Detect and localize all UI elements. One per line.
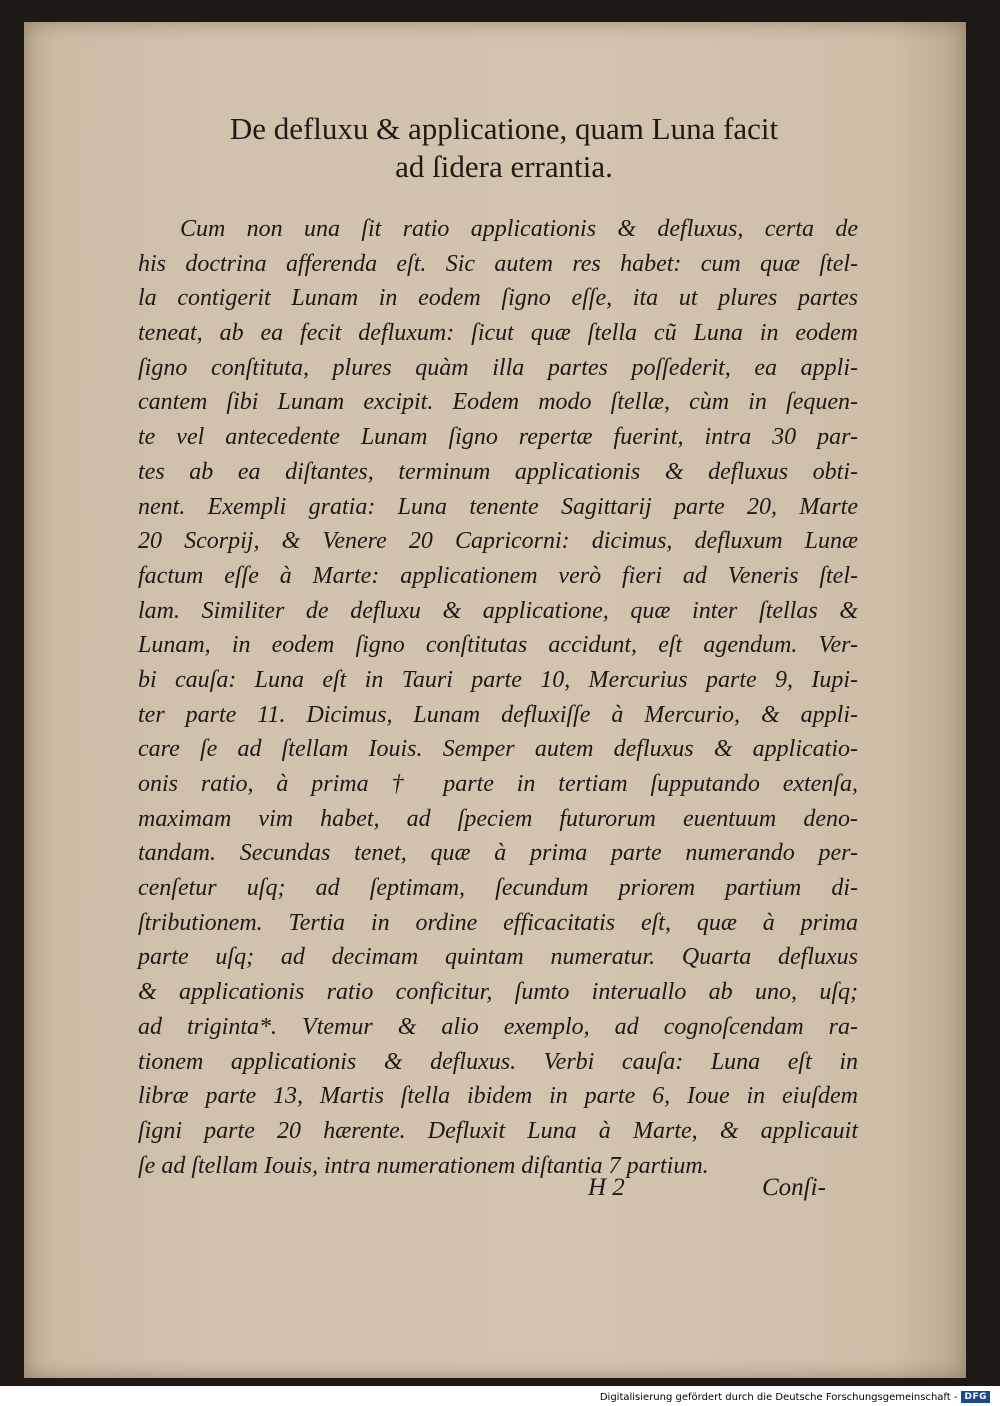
text-line: factum eſſe à Marte: applicationem verò fieri ad Veneris ſtel-: [138, 562, 858, 589]
text-line: tionem applicationis & defluxus. Verbi cauſa: Luna eſt in: [138, 1048, 858, 1075]
text-line: libræ parte 13, Martis ſtella ibidem in parte 6, Ioue in eiuſdem: [138, 1083, 858, 1110]
text-line: Cum non una ſit ratio applicationis & defluxus, certa de: [180, 216, 858, 242]
text-line: & applicationis ratio conficitur, ſumto interuallo ab uno, uſq;: [138, 979, 858, 1006]
text-line: ad triginta*. Vtemur & alio exemplo, ad cognoſcendam ra-: [138, 1013, 858, 1040]
text-line: care ſe ad ſtellam Iouis. Semper autem defluxus & applicatio-: [138, 736, 858, 763]
text-line: onis ratio, à prima † parte in tertiam ſupputando extenſa,: [138, 771, 858, 797]
text-line: Lunam, in eodem ſigno conſtitutas accidunt, eſt agendum. Ver-: [138, 632, 858, 659]
text-line: nent. Exempli gratia: Luna tenente Sagittarij parte 20, Marte: [138, 493, 858, 520]
text-line: his doctrina afferenda eſt. Sic autem res habet: cum quæ ſtel-: [138, 250, 858, 277]
heading-line: ad ſidera errantia.: [395, 149, 613, 184]
text-line: parte uſq; ad decimam quintam numeratur. Quarta defluxus: [138, 944, 858, 971]
text-line: ter parte 11. Dicimus, Lunam defluxiſſe à Mercurio, & appli-: [138, 701, 858, 728]
digitization-footer: [600, 1390, 990, 1404]
text-line: tandam. Secundas tenet, quæ à prima parte numerando per-: [138, 840, 858, 867]
text-line: bi cauſa: Luna eſt in Tauri parte 10, Mercurius parte 9, Iupi-: [138, 666, 858, 693]
text-line: cenſetur uſq; ad ſeptimam, ſecundum priorem partium di-: [138, 875, 858, 902]
text-line: 20 Scorpij, & Venere 20 Capricorni: dicimus, defluxum Lunæ: [138, 528, 858, 555]
signature-mark: H 2: [588, 1174, 625, 1201]
heading-line: De defluxu & applicatione, quam Luna facit: [229, 111, 779, 146]
text-line: ſtributionem. Tertia in ordine efficacitatis eſt, quæ à prima: [138, 909, 858, 936]
text-line: maximam vim habet, ad ſpeciem futurorum euentuum deno-: [138, 805, 858, 832]
body-text: [138, 212, 858, 1183]
dfg-logo-icon: DFG: [961, 1391, 990, 1403]
footer-text: Digitalisierung gefördert durch die Deutsche Forschungsgemeinschaft -: [599, 1391, 958, 1403]
text-line: cantem ſibi Lunam excipit. Eodem modo ſtellæ, cùm in ſequen-: [138, 389, 858, 416]
chapter-heading: [184, 110, 824, 186]
text-line: ſe ad ſtellam Iouis, intra numerationem diſtantia 7 partium.: [138, 1152, 709, 1179]
text-line: tes ab ea diſtantes, terminum applicationis & defluxus obti-: [138, 458, 858, 485]
text-line: lam. Similiter de defluxu & applicatione, quæ inter ſtellas &: [138, 597, 858, 624]
text-line: ſigno conſtituta, plures quàm illa partes poſſederit, ea appli-: [138, 354, 858, 381]
text-line: te vel antecedente Lunam ſigno repertæ fuerint, intra 30 par-: [138, 424, 858, 451]
text-line: la contigerit Lunam in eodem ſigno eſſe, ita ut plures partes: [138, 285, 858, 312]
catchword: Conſi-: [762, 1174, 826, 1201]
text-line: ſigni parte 20 hærente. Defluxit Luna à Marte, & applicauit: [138, 1117, 858, 1144]
text-line: teneat, ab ea fecit defluxum: ſicut quæ ſtella cũ Luna in eodem: [138, 320, 858, 347]
book-page: [24, 22, 966, 1378]
